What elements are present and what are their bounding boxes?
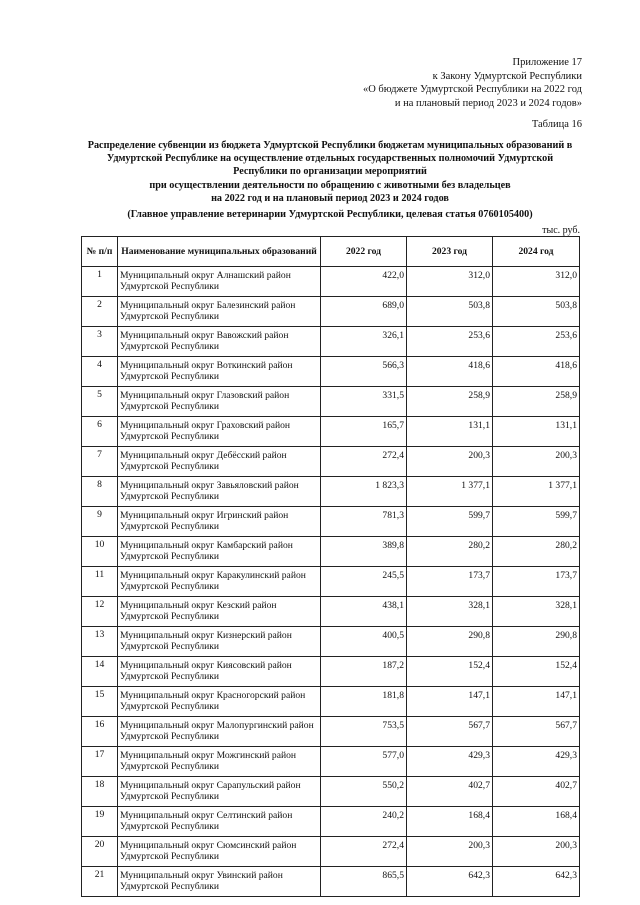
municipality-name: Муниципальный округ Камбарский район Удмуртской Республики: [118, 537, 321, 567]
title-line: на 2022 год и на плановый период 2023 и 2024 годов: [211, 192, 449, 204]
row-number: 11: [82, 567, 118, 597]
table-row: [82, 567, 580, 597]
value-2022: 781,3: [321, 507, 407, 537]
table-row: [82, 687, 580, 717]
value-2022: 753,5: [321, 717, 407, 747]
row-number: 20: [82, 837, 118, 867]
table-row: [82, 657, 580, 687]
value-2023: 168,4: [407, 807, 493, 837]
value-2024: 312,0: [493, 267, 580, 297]
value-2024: 131,1: [493, 417, 580, 447]
value-2022: 400,5: [321, 627, 407, 657]
municipality-name: Муниципальный округ Балезинский район Удмуртской Республики: [118, 297, 321, 327]
header-2023: 2023 год: [407, 237, 493, 267]
value-2022: 550,2: [321, 777, 407, 807]
value-2022: 272,4: [321, 447, 407, 477]
value-2023: 290,8: [407, 627, 493, 657]
row-number: 1: [82, 267, 118, 297]
row-number: 12: [82, 597, 118, 627]
value-2024: 200,3: [493, 447, 580, 477]
value-2022: 245,5: [321, 567, 407, 597]
value-2022: 422,0: [321, 267, 407, 297]
value-2023: 567,7: [407, 717, 493, 747]
value-2022: 1 823,3: [321, 477, 407, 507]
row-number: 8: [82, 477, 118, 507]
appendix-line: к Закону Удмуртской Республики: [432, 70, 582, 82]
table-row: [82, 537, 580, 567]
value-2024: 503,8: [493, 297, 580, 327]
value-2023: 173,7: [407, 567, 493, 597]
table-row: [82, 267, 580, 297]
header-2022: 2022 год: [321, 237, 407, 267]
value-2024: 280,2: [493, 537, 580, 567]
table-header-row: [82, 237, 580, 267]
value-2022: 326,1: [321, 327, 407, 357]
units-label: тыс. руб.: [542, 225, 580, 236]
row-number: 16: [82, 717, 118, 747]
value-2024: 152,4: [493, 657, 580, 687]
municipality-name: Муниципальный округ Дебёсский район Удмуртской Республики: [118, 447, 321, 477]
header-name: Наименование муниципальных образований: [118, 237, 321, 267]
table-row: [82, 777, 580, 807]
value-2023: 503,8: [407, 297, 493, 327]
document-subtitle: (Главное управление ветеринарии Удмуртской Республики, целевая статья 0760105400): [127, 209, 533, 220]
value-2023: 253,6: [407, 327, 493, 357]
municipality-name: Муниципальный округ Каракулинский район Удмуртской Республики: [118, 567, 321, 597]
value-2024: 599,7: [493, 507, 580, 537]
value-2023: 429,3: [407, 747, 493, 777]
municipality-name: Муниципальный округ Вавожский район Удмуртской Республики: [118, 327, 321, 357]
value-2022: 865,5: [321, 867, 407, 897]
table-row: [82, 627, 580, 657]
appendix-line: «О бюджете Удмуртской Республики на 2022 год: [362, 84, 582, 95]
table-row: [82, 387, 580, 417]
table-body: [82, 267, 580, 897]
table-row: [82, 297, 580, 327]
table-number: Таблица 16: [531, 119, 582, 130]
municipality-name: Муниципальный округ Малопургинский район Удмуртской Республики: [118, 717, 321, 747]
value-2024: 253,6: [493, 327, 580, 357]
municipality-name: Муниципальный округ Увинский район Удмуртской Республики: [118, 867, 321, 897]
row-number: 13: [82, 627, 118, 657]
title-line: Удмуртской Республике на осуществление отдельных государственных полномочий Удмуртской: [106, 153, 554, 165]
table-row: [82, 717, 580, 747]
appendix-block: [363, 56, 582, 110]
table-row: [82, 807, 580, 837]
value-2023: 418,6: [407, 357, 493, 387]
municipality-name: Муниципальный округ Алнашский район Удмуртской Республики: [118, 267, 321, 297]
row-number: 10: [82, 537, 118, 567]
value-2023: 147,1: [407, 687, 493, 717]
value-2023: 152,4: [407, 657, 493, 687]
document-title: [70, 139, 590, 205]
value-2022: 577,0: [321, 747, 407, 777]
table-row: [82, 747, 580, 777]
value-2024: 328,1: [493, 597, 580, 627]
value-2023: 328,1: [407, 597, 493, 627]
value-2022: 566,3: [321, 357, 407, 387]
value-2023: 280,2: [407, 537, 493, 567]
table-row: [82, 867, 580, 897]
header-2024: 2024 год: [493, 237, 580, 267]
table-row: [82, 477, 580, 507]
value-2024: 418,6: [493, 357, 580, 387]
value-2024: 147,1: [493, 687, 580, 717]
municipality-name: Муниципальный округ Завьяловский район Удмуртской Республики: [118, 477, 321, 507]
value-2023: 200,3: [407, 447, 493, 477]
value-2023: 312,0: [407, 267, 493, 297]
value-2024: 402,7: [493, 777, 580, 807]
municipality-name: Муниципальный округ Можгинский район Удмуртской Республики: [118, 747, 321, 777]
value-2023: 200,3: [407, 837, 493, 867]
municipality-name: Муниципальный округ Воткинский район Удмуртской Республики: [118, 357, 321, 387]
value-2022: 181,8: [321, 687, 407, 717]
title-line: Распределение субвенции из бюджета Удмуртской Республики бюджетам муниципальных образований в: [87, 140, 573, 151]
value-2024: 258,9: [493, 387, 580, 417]
row-number: 19: [82, 807, 118, 837]
value-2023: 402,7: [407, 777, 493, 807]
value-2024: 567,7: [493, 717, 580, 747]
municipality-name: Муниципальный округ Граховский район Удмуртской Республики: [118, 417, 321, 447]
table-row: [82, 447, 580, 477]
value-2024: 642,3: [493, 867, 580, 897]
municipality-name: Муниципальный округ Кизнерский район Удмуртской Республики: [118, 627, 321, 657]
row-number: 18: [82, 777, 118, 807]
row-number: 5: [82, 387, 118, 417]
table-row: [82, 417, 580, 447]
table-row: [82, 507, 580, 537]
row-number: 7: [82, 447, 118, 477]
row-number: 9: [82, 507, 118, 537]
value-2022: 272,4: [321, 837, 407, 867]
value-2022: 165,7: [321, 417, 407, 447]
value-2024: 1 377,1: [493, 477, 580, 507]
row-number: 4: [82, 357, 118, 387]
municipality-name: Муниципальный округ Игринский район Удмуртской Республики: [118, 507, 321, 537]
table-row: [82, 327, 580, 357]
value-2024: 290,8: [493, 627, 580, 657]
row-number: 14: [82, 657, 118, 687]
value-2022: 438,1: [321, 597, 407, 627]
value-2024: 173,7: [493, 567, 580, 597]
row-number: 6: [82, 417, 118, 447]
municipality-name: Муниципальный округ Сюмсинский район Удмуртской Республики: [118, 837, 321, 867]
row-number: 15: [82, 687, 118, 717]
value-2024: 168,4: [493, 807, 580, 837]
row-number: 17: [82, 747, 118, 777]
value-2022: 240,2: [321, 807, 407, 837]
value-2022: 331,5: [321, 387, 407, 417]
value-2023: 599,7: [407, 507, 493, 537]
municipality-name: Муниципальный округ Красногорский район Удмуртской Республики: [118, 687, 321, 717]
value-2024: 429,3: [493, 747, 580, 777]
municipality-name: Муниципальный округ Сарапульский район Удмуртской Республики: [118, 777, 321, 807]
subsidy-table: [81, 236, 580, 897]
table-row: [82, 357, 580, 387]
title-line: Республики по организации мероприятий: [233, 166, 427, 178]
row-number: 3: [82, 327, 118, 357]
row-number: 2: [82, 297, 118, 327]
value-2023: 642,3: [407, 867, 493, 897]
value-2022: 389,8: [321, 537, 407, 567]
municipality-name: Муниципальный округ Киясовский район Удмуртской Республики: [118, 657, 321, 687]
header-number: № п/п: [82, 237, 118, 267]
table-row: [82, 837, 580, 867]
appendix-line: Приложение 17: [512, 57, 582, 68]
value-2023: 131,1: [407, 417, 493, 447]
value-2024: 200,3: [493, 837, 580, 867]
title-line: при осуществлении деятельности по обращению с животными без владельцев: [149, 179, 511, 191]
appendix-line: и на плановый период 2023 и 2024 годов»: [394, 97, 582, 109]
municipality-name: Муниципальный округ Глазовский район Удмуртской Республики: [118, 387, 321, 417]
value-2023: 1 377,1: [407, 477, 493, 507]
municipality-name: Муниципальный округ Селтинский район Удмуртской Республики: [118, 807, 321, 837]
value-2022: 187,2: [321, 657, 407, 687]
table-row: [82, 597, 580, 627]
value-2022: 689,0: [321, 297, 407, 327]
municipality-name: Муниципальный округ Кезский район Удмуртской Республики: [118, 597, 321, 627]
value-2023: 258,9: [407, 387, 493, 417]
row-number: 21: [82, 867, 118, 897]
